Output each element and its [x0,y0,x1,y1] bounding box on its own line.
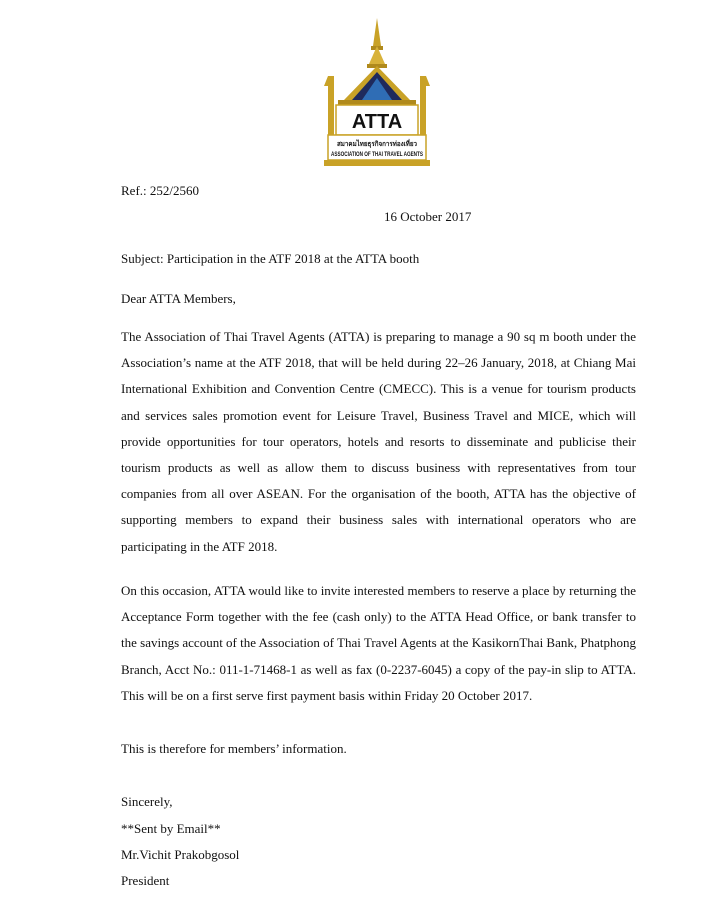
body-paragraph-1: The Association of Thai Travel Agents (ATTA) is preparing to manage a 90 sq m booth under the Association’s name at the ATF 2018, that will be held during 22–26 January, 2018, at Chiang Mai International Exhibition and Convention Centre (CMECC). This is a venue for tourism products and services sales promotion event for Leisure Travel, Business Travel and MICE, which will provide opportunities for tour operators, hotels and resorts to disseminate and publicise their tourism products as well as allow them to discuss business with representatives from tour companies from all over ASEAN. For the organisation of the booth, ATTA has the objective of supporting members to expand their business sales with international operators who are participating in the ATF 2018. [121,329,636,554]
logo-thai-name: สมาคมไทยธุรกิจการท่องเที่ยว [337,140,427,148]
subject-line: Subject: Participation in the ATF 2018 at the ATTA booth [121,251,420,266]
atta-logo [322,16,432,176]
signatory-name: Mr.Vichit Prakobgosol [121,847,240,862]
sign-off: Sincerely, [121,794,173,809]
signatory-title: President [121,873,170,888]
sent-by-email-note: **Sent by Email** [121,821,221,836]
body-paragraph-2: On this occasion, ATTA would like to invite interested members to reserve a place by returning the Acceptance Form together with the fee (cash only) to the ATTA Head Office, or bank transfer to the savings account of the Association of Thai Travel Agents at the KasikornThai Bank, Phatphong Branch, Acct No.: 011-1-71468-1 as well as fax (0-2237-6045) a copy of the pay-in slip to ATTA. This will be on a first serve first payment basis within Friday 20 October 2017. [121,583,636,703]
reference-number: Ref.: 252/2560 [121,183,199,198]
logo-english-name: ASSOCIATION OF THAI TRAVEL AGENTS [331,152,423,158]
logo-name: ATTA [351,111,403,133]
letter-date: 16 October 2017 [384,209,472,224]
closing-note: This is therefore for members’ information. [121,741,347,756]
salutation: Dear ATTA Members, [121,291,236,306]
